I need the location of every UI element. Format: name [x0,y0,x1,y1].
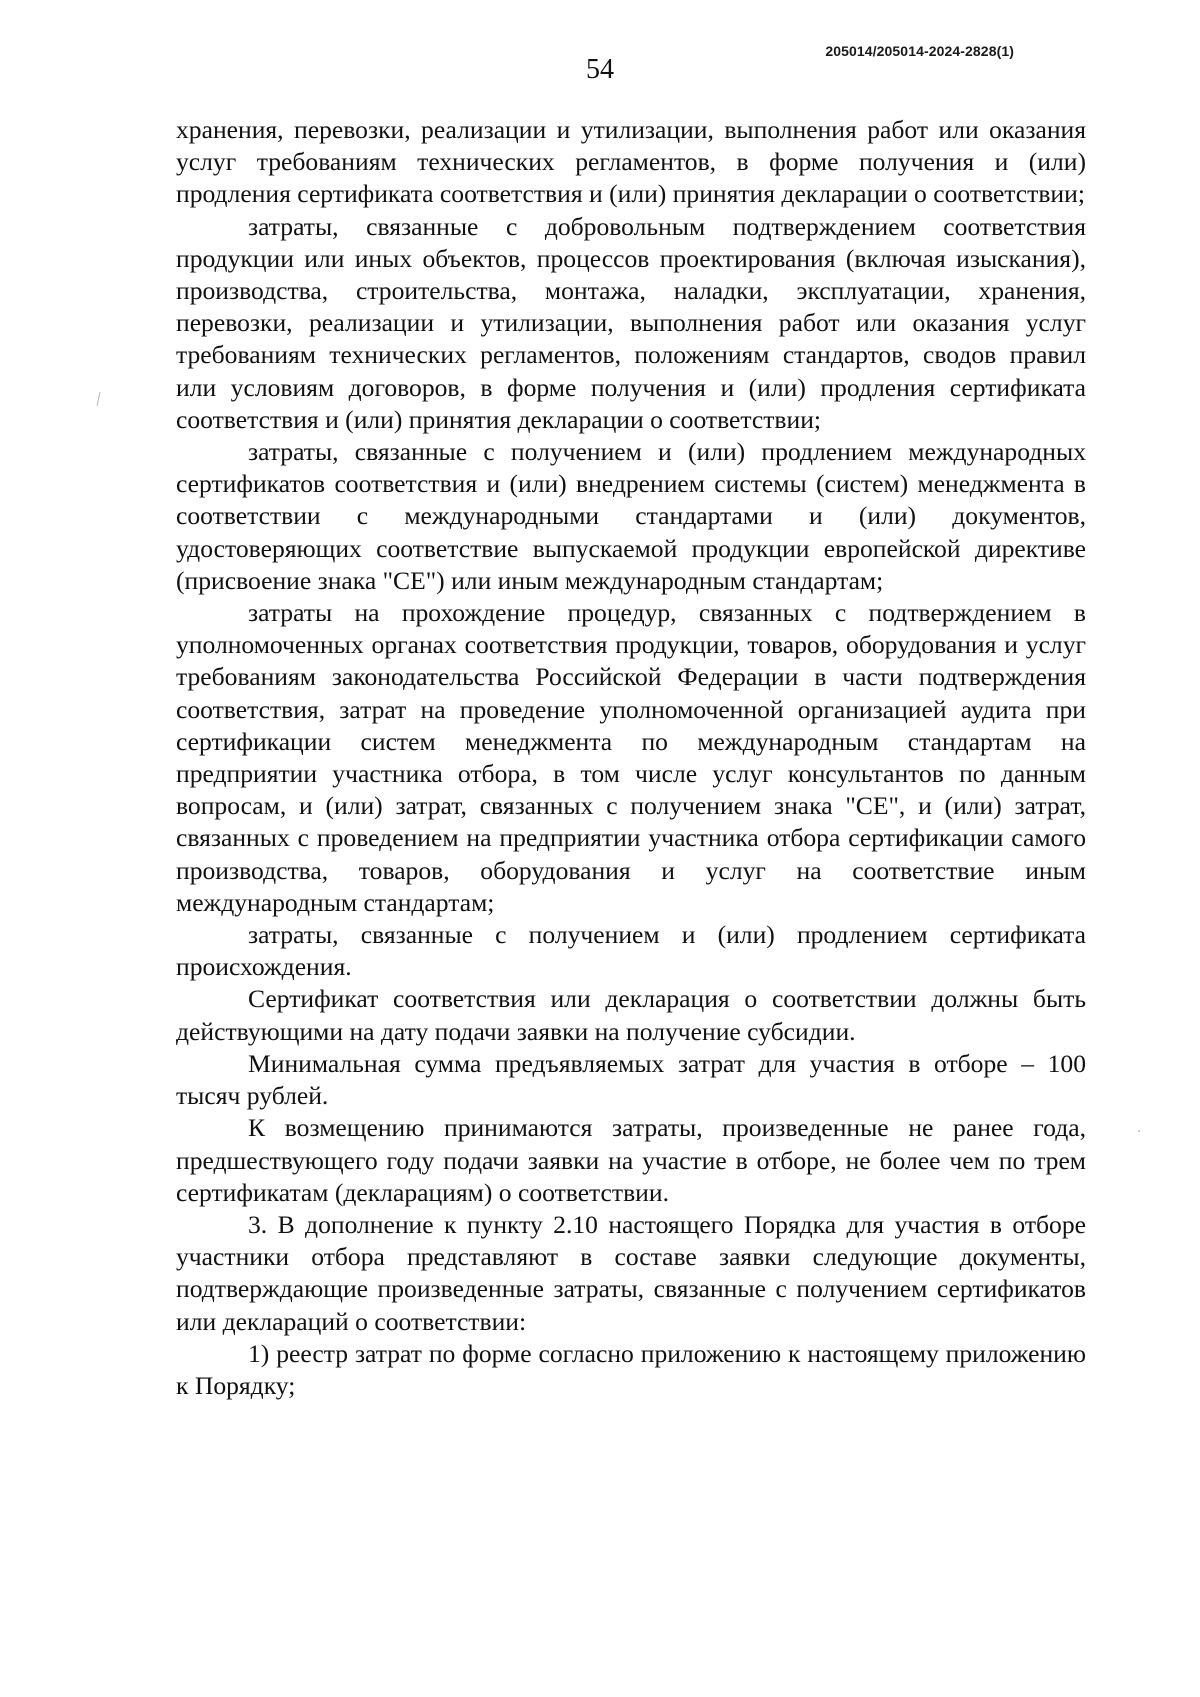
paragraph-certificate-validity: Сертификат соответствия или декларация о соответствии должны быть действующими на дату подачи заявки на получение субсидии. [176,984,1086,1046]
paragraph-voluntary-conformity-costs: затраты, связанные с добровольным подтверждением соответствия продукции или иных объектов, процессов проектирования (включая изыскания), производства, строительства, монтажа, наладки, эксплуатации, хранения, перевозки, реализации и утилизации, выполнения работ или оказания услуг требованиям технических регламентов, положениям стандартов, сводов правил или условиям договоров, в форме получения и (или) продления сертификата соответствия и (или) принятия декларации о соответствии; [176,211,1086,434]
paragraph-international-certificates-costs: затраты, связанные с получением и (или) продлением международных сертификатов соответствия и (или) внедрением системы (систем) менеджмента в соответствии с международными стандартами и (или) документов, удостоверяющих соответствие выпускаемой продукции европейской директиве (присвоение знака "CE") или иным международным стандартам; [176,437,1086,595]
paragraph-reimbursement-terms: К возмещению принимаются затраты, произведенные не ранее года, предшествующего году подачи заявки на участие в отборе, не более чем по трем сертификатам (декларациям) о соответствии. [176,1113,1086,1207]
scan-artifact-mark [97,392,101,406]
document-registration-number: 205014/205014-2024-2828(1) [825,43,1014,59]
page-number: 54 [586,54,614,85]
paragraph-item-3-documents: 3. В дополнение к пункту 2.10 настоящего Порядка для участия в отборе участники отбора представляют в составе заявки следующие документы, подтверждающие произведенные затраты, связанные с получением сертификатов или деклараций о соответствии: [176,1209,1086,1336]
paragraph-procedure-costs: затраты на прохождение процедур, связанных с подтверждением в уполномоченных органах соответствия продукции, товаров, оборудования и услуг требованиям законодательства Российской Федерации в части подтверждения соответствия, затрат на проведение уполномоченной организацией аудита при сертификации систем менеджмента по международным стандартам на предприятии участника отбора, в том числе услуг консультантов по данным вопросам, и (или) затрат, связанных с получением знака "CE", и (или) затрат, связанных с проведением на предприятии участника отбора сертификации самого производства, товаров, оборудования и услуг на соответствие иным международным стандартам; [176,598,1086,917]
paragraph-continuation: хранения, перевозки, реализации и утилизации, выполнения работ или оказания услуг требованиям технических регламентов, в форме получения и (или) продления сертификата соответствия и (или) принятия декларации о соответствии; [176,115,1086,209]
paragraph-origin-certificate-costs: затраты, связанные с получением и (или) продлением сертификата происхождения. [176,920,1086,982]
paragraph-minimum-amount: Минимальная сумма предъявляемых затрат для участия в отборе – 100 тысяч рублей. [176,1048,1086,1111]
paragraph-subitem-1-cost-register: 1) реестр затрат по форме согласно приложению к настоящему приложению к Порядку; [176,1338,1086,1400]
document-body [176,114,1086,1402]
scan-artifact-mark [1138,1130,1140,1132]
